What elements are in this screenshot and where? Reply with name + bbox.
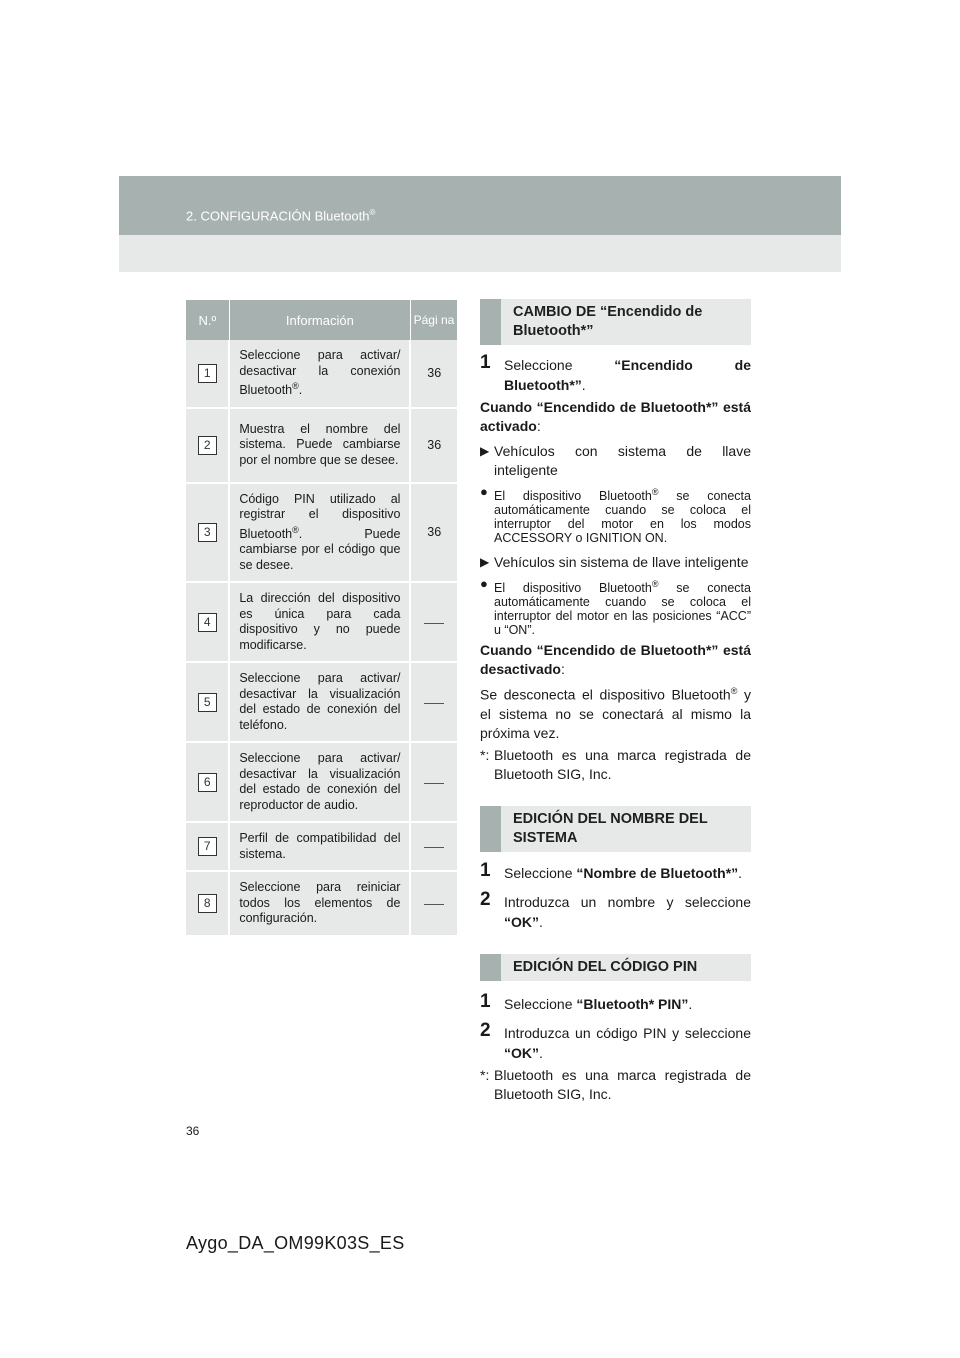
number-box: 4 bbox=[198, 613, 217, 632]
triangle-icon: ▶ bbox=[480, 555, 490, 570]
col-header-page: Pági na bbox=[410, 300, 457, 340]
dash-mark bbox=[424, 904, 444, 905]
number-box: 7 bbox=[198, 837, 217, 856]
row-info: Seleccione para activar/ desactivar la visualización del estado de conexión del reproductor de audio. bbox=[229, 742, 410, 822]
number-box: 1 bbox=[198, 364, 217, 383]
table-row bbox=[186, 483, 457, 583]
table-row bbox=[186, 742, 457, 822]
footnote: *: Bluetooth es una marca registrada de Bluetooth SIG, Inc. bbox=[480, 746, 751, 782]
col-header-num: N.º bbox=[186, 300, 229, 340]
dash-mark bbox=[424, 847, 444, 848]
settings-table bbox=[186, 300, 457, 937]
bullet-icon: ● bbox=[480, 576, 488, 592]
on-heading: Cuando “Encendido de Bluetooth*” está activado: bbox=[480, 399, 751, 434]
dash-mark bbox=[424, 703, 444, 704]
section-title-bluetooth-power: CAMBIO DE “Encendido de Bluetooth*” bbox=[480, 299, 751, 345]
section-title-system-name: EDICIÓN DEL NOMBRE DEL SISTEMA bbox=[480, 806, 751, 852]
section-header: 2. CONFIGURACIÓN Bluetooth® bbox=[186, 208, 376, 224]
vehicle-type: ▶ Vehículos con sistema de llave inteligente bbox=[480, 443, 751, 478]
document-code: Aygo_DA_OM99K03S_ES bbox=[186, 1233, 405, 1253]
off-heading: Cuando “Encendido de Bluetooth*” está desactivado: bbox=[480, 642, 751, 678]
row-info: Seleccione para activar/ desactivar la visualización del estado de conexión del teléfono. bbox=[229, 662, 410, 742]
header-bar bbox=[119, 176, 841, 235]
footnote: *: Bluetooth es una marca registrada de Bluetooth SIG, Inc. bbox=[480, 1066, 751, 1102]
row-info: La dirección del dispositivo es única para cada dispositivo y no puede modificarse. bbox=[229, 582, 410, 662]
right-column bbox=[480, 299, 751, 1104]
table-row bbox=[186, 822, 457, 871]
row-page: 36 bbox=[410, 483, 457, 583]
step-item: 1 Seleccione “Nombre de Bluetooth*”. bbox=[480, 859, 743, 881]
row-page bbox=[410, 742, 457, 822]
off-text: Se desconecta el dispositivo Bluetooth® y el sistema no se conectará al mismo la próxima vez. bbox=[480, 686, 751, 741]
table-row bbox=[186, 662, 457, 742]
dash-mark bbox=[424, 783, 444, 784]
number-box: 5 bbox=[198, 693, 217, 712]
step-item: 2 Introduzca un nombre y seleccione “OK”. bbox=[480, 888, 751, 930]
dash-mark bbox=[424, 623, 444, 624]
row-info: Seleccione para activar/ desactivar la conexión Bluetooth®. bbox=[229, 340, 410, 408]
vehicle-type: ▶ Vehículos sin sistema de llave inteligente bbox=[480, 554, 749, 571]
section-title-pin-code: EDICIÓN DEL CÓDIGO PIN bbox=[480, 954, 751, 981]
row-info: Perfil de compatibilidad del sistema. bbox=[229, 822, 410, 871]
table-row bbox=[186, 582, 457, 662]
triangle-icon: ▶ bbox=[480, 444, 490, 458]
step-item: 1 Seleccione “Encendido de Bluetooth*”. bbox=[480, 352, 751, 393]
col-header-info: Información bbox=[229, 300, 410, 340]
row-info: Código PIN utilizado al registrar el dispositivo Bluetooth®. Puede cambiarse por el código que se desee. bbox=[229, 483, 410, 583]
bullet-icon: ● bbox=[480, 484, 488, 499]
row-page: 36 bbox=[410, 340, 457, 408]
number-box: 6 bbox=[198, 773, 217, 792]
table-row bbox=[186, 340, 457, 408]
number-box: 3 bbox=[198, 523, 217, 542]
row-info: Muestra el nombre del sistema. Puede cambiarse por el nombre que se desee. bbox=[229, 408, 410, 483]
bullet-item: ● El dispositivo Bluetooth® se conecta automáticamente cuando se coloca el interruptor del motor en las posiciones “ACC” u “ON”. bbox=[480, 576, 751, 638]
row-info: Seleccione para reiniciar todos los elementos de configuración. bbox=[229, 871, 410, 936]
row-page: 36 bbox=[410, 408, 457, 483]
bullet-item: ● El dispositivo Bluetooth® se conecta automáticamente cuando se coloca el interruptor del motor en los modos ACCESSORY o IGNITION ON. bbox=[480, 484, 751, 546]
page-number: 36 bbox=[186, 1124, 200, 1138]
row-page bbox=[410, 871, 457, 936]
number-box: 8 bbox=[198, 894, 217, 913]
table-row bbox=[186, 871, 457, 936]
step-item: 1 Seleccione “Bluetooth* PIN”. bbox=[480, 990, 693, 1012]
row-page bbox=[410, 582, 457, 662]
table-row bbox=[186, 408, 457, 483]
number-box: 2 bbox=[198, 436, 217, 455]
row-page bbox=[410, 822, 457, 871]
row-page bbox=[410, 662, 457, 742]
step-item: 2 Introduzca un código PIN y seleccione “OK”. bbox=[480, 1019, 751, 1061]
